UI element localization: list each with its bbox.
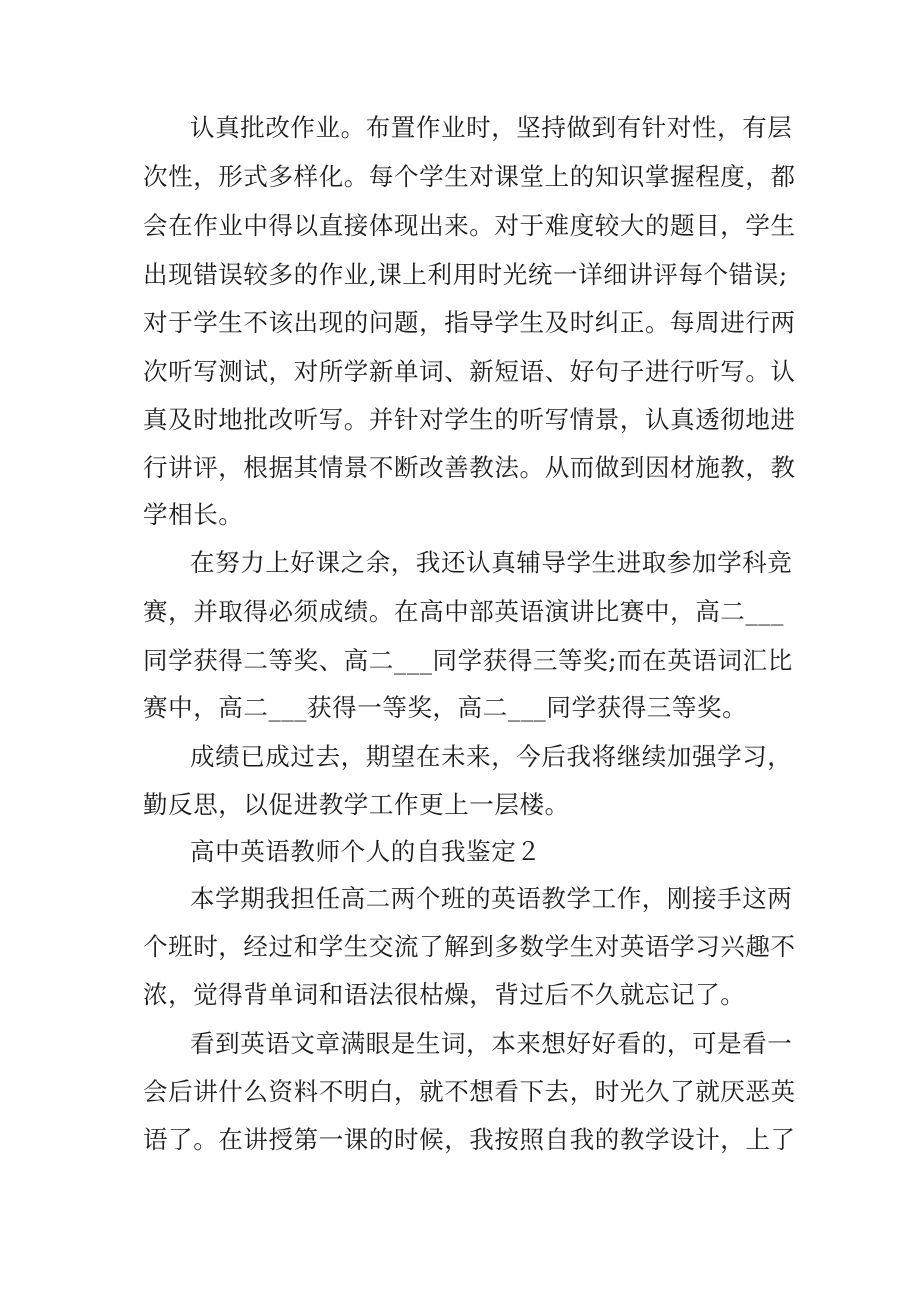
text-line: 浓，觉得背单词和语法很枯燥，背过后不久就忘记了。 (143, 980, 746, 1009)
text-line: 出现错误较多的作业,课上利用时光统一详细讲评每个错误; (143, 260, 788, 289)
text-line: 同学获得二等奖、高二___同学获得三等奖;而在英语词汇比 (143, 646, 793, 675)
text-line: 次听写测试，对所学新单词、新短语、好句子进行听写。认 (143, 357, 796, 386)
text-line: 在努力上好课之余，我还认真辅导学生进取参加学科竞 (190, 548, 793, 577)
text-line: 赛，并取得必须成绩。在高中部英语演讲比赛中，高二___ (143, 597, 784, 626)
text-line: 赛中，高二___获得一等奖，高二___同学获得三等奖。 (143, 693, 748, 722)
text-line: 勤反思，以促进教学工作更上一层楼。 (143, 790, 570, 819)
text-line: 行讲评，根据其情景不断改善教法。从而做到因材施教，教 (143, 453, 796, 482)
text-line: 本学期我担任高二两个班的英语教学工作，刚接手这两 (190, 884, 793, 913)
text-line: 看到英语文章满眼是生词，本来想好好看的，可是看一 (190, 1029, 793, 1058)
text-line: 学相长。 (143, 500, 244, 529)
section-heading: 高中英语教师个人的自我鉴定２ (190, 837, 542, 866)
text-line: 语了。在讲授第一课的时候，我按照自我的教学设计，上了 (143, 1125, 796, 1154)
text-line: 认真批改作业。布置作业时，坚持做到有针对性，有层 (190, 113, 793, 142)
text-line: 次性，形式多样化。每个学生对课堂上的知识掌握程度，都 (143, 162, 796, 191)
text-line: 个班时，经过和学生交流了解到多数学生对英语学习兴趣不 (143, 932, 796, 961)
text-line: 成绩已成过去，期望在未来，今后我将继续加强学习， (190, 742, 793, 771)
text-line: 会在作业中得以直接体现出来。对于难度较大的题目，学生 (143, 211, 796, 240)
text-line: 真及时地批改听写。并针对学生的听写情景，认真透彻地进 (143, 405, 796, 434)
text-line: 会后讲什么资料不明白，就不想看下去，时光久了就厌恶英 (143, 1077, 796, 1106)
text-line: 对于学生不该出现的问题，指导学生及时纠正。每周进行两 (143, 308, 796, 337)
